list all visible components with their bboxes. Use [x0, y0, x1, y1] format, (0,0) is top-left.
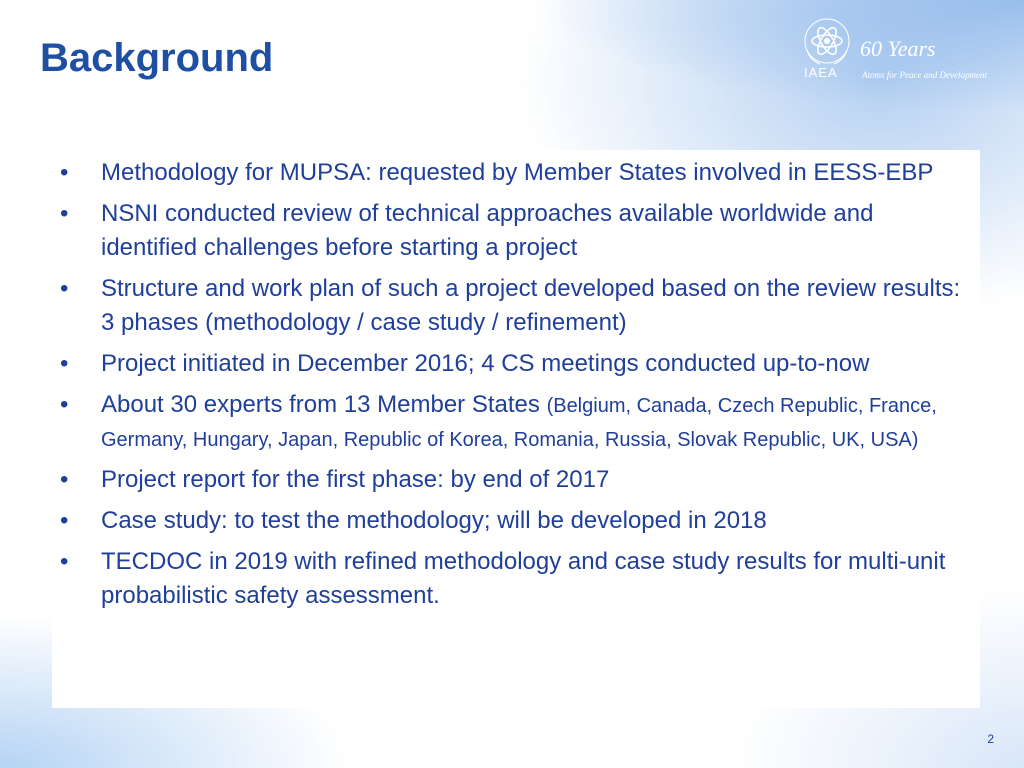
bullet-item: • Project report for the first phase: by end of 2017	[52, 463, 980, 497]
content-panel	[52, 150, 980, 708]
bullet-item: • TECDOC in 2019 with refined methodology and case study results for multi-unit probabilistic safety assessment.	[52, 545, 980, 613]
bullet-item: • About 30 experts from 13 Member States (Belgium, Canada, Czech Republic, France, Germany, Hungary, Japan, Republic of Korea, Romania, Russia, Slovak Republic, UK, USA)	[52, 388, 980, 456]
iaea-atom-emblem-icon	[800, 14, 854, 68]
page-number: 2	[987, 732, 994, 746]
logo-iaea-text: IAEA	[804, 65, 838, 80]
bullet-item: • Case study: to test the methodology; will be developed in 2018	[52, 504, 980, 538]
slide-title: Background	[40, 36, 274, 80]
logo-tagline: Atoms for Peace and Development	[862, 70, 987, 80]
iaea-60-years-logo	[800, 14, 1010, 84]
bullet-detail: (Belgium, Canada, Czech Republic, France, Germany, Hungary, Japan, Republic of Korea, Romania, Russia, Slovak Republic, UK, USA)	[101, 395, 937, 451]
bullet-item: • Methodology for MUPSA: requested by Member States involved in EESS-EBP	[52, 156, 980, 190]
bullet-item: • NSNI conducted review of technical approaches available worldwide and identified challenges before starting a project	[52, 197, 980, 265]
bullet-item: • Structure and work plan of such a project developed based on the review results: 3 phases (methodology / case study / refinement)	[52, 272, 980, 340]
bullet-list	[52, 150, 980, 613]
logo-years-text: 60 Years	[860, 36, 936, 61]
bullet-item: • Project initiated in December 2016; 4 CS meetings conducted up-to-now	[52, 347, 980, 381]
